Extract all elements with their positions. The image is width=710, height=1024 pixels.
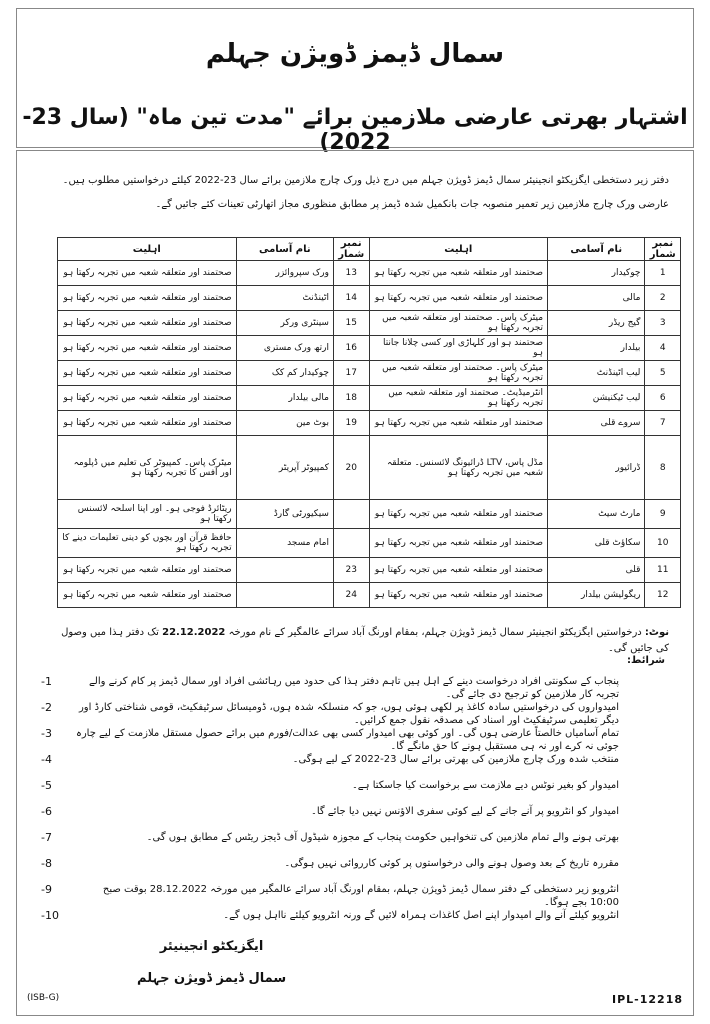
table-header-row bbox=[58, 238, 681, 261]
condition-text: تمام آسامیاں خالصتاً عارضی ہوں گی۔ اور کوئی بھی امیدوار کسی بھی عدالت/فورم میں برائے حصول مستقل ملازمت کے لیے چارہ جوئی نہ کرے اور نہ ہی مستقبل ہونے کا حق مانگے گا۔ bbox=[75, 728, 619, 752]
signature-office: سمال ڈیمز ڈویژن جہلم bbox=[137, 971, 287, 986]
row-number: 2 bbox=[645, 286, 681, 311]
row-post-2 bbox=[236, 558, 333, 583]
row-number: 4 bbox=[645, 336, 681, 361]
header-number-2: نمبر شمار bbox=[333, 238, 369, 261]
table-row bbox=[58, 411, 681, 436]
row-number: 10 bbox=[645, 529, 681, 558]
header-post: نام آسامی bbox=[548, 238, 645, 261]
note-text-end: تک دفتر ہذا میں وصول کی جائیں گی۔ bbox=[61, 627, 669, 654]
table-row bbox=[58, 261, 681, 286]
condition-item bbox=[41, 909, 669, 935]
advertisement-body bbox=[16, 150, 694, 1016]
signature-title: ایگزیکٹو انجینیئر bbox=[159, 939, 264, 954]
row-number-2: 17 bbox=[333, 361, 369, 386]
condition-text: منتخب شدہ ورک چارج ملازمین کی بھرتی برائے سال 23-2022 کے لیے ہوگی۔ bbox=[292, 754, 619, 765]
row-number: 8 bbox=[645, 436, 681, 500]
row-post: مالی bbox=[548, 286, 645, 311]
condition-text: پنجاب کے سکونتی افراد درخواست دینے کے اہل ہیں تاہم دفتر ہذا کی حدود میں رہائشی افراد اور سمال ڈیمز پر کام کرنے والے تجربہ کار ملازمین کو ترجیح دی جائے گی۔ bbox=[88, 676, 619, 700]
table-row bbox=[58, 500, 681, 529]
row-post-2 bbox=[236, 583, 333, 608]
row-qualification-2: صحتمند اور متعلقہ شعبہ میں تجربہ رکھتا ہو bbox=[58, 583, 237, 608]
intro-paragraph: دفتر زیر دستخطی ایگزیکٹو انجینیئر سمال ڈیمز ڈویژن جہلم میں درج ذیل ورک چارج ملازمین برائے سال 23-2022 کیلئے درخواستیں مطلوب ہیں۔ عارضی ورک چارج ملازمین زیر تعمیر منصوبہ جات بانکمیل شدہ ڈیمز پر مطابق منظوری مجاز اتھارٹی تعینات کئے جائیں گے۔ bbox=[62, 175, 669, 210]
row-post-2: چوکیدار کم کک bbox=[236, 361, 333, 386]
conditions-list bbox=[41, 675, 669, 935]
row-post: سکاؤٹ قلی bbox=[548, 529, 645, 558]
row-qualification-2: میٹرک پاس۔ کمپیوٹر کی تعلیم میں ڈپلومہ اور آفس کا تجربہ رکھتا ہو bbox=[58, 436, 237, 500]
jobs-table bbox=[57, 237, 681, 608]
row-number-2: 20 bbox=[333, 436, 369, 500]
page-subtitle: اشتہار بھرتی عارضی ملازمین برائے "مدت تین ماہ" (سال 23-2022) bbox=[22, 105, 688, 155]
condition-number: -2 bbox=[41, 701, 52, 714]
row-number: 12 bbox=[645, 583, 681, 608]
row-post-2: مالی بیلدار bbox=[236, 386, 333, 411]
row-post: مارٹ سیٹ bbox=[548, 500, 645, 529]
condition-item bbox=[41, 675, 669, 701]
row-post: گیج ریڈر bbox=[548, 311, 645, 336]
signature-block bbox=[137, 931, 286, 995]
condition-number: -8 bbox=[41, 857, 52, 870]
note-line bbox=[57, 625, 669, 657]
row-post-2: کمپیوٹر آپریٹر bbox=[236, 436, 333, 500]
row-qualification: مڈل پاس، LTV ڈرائیونگ لائسنس۔ متعلقہ شعبہ میں تجربہ رکھتا ہو bbox=[369, 436, 548, 500]
row-post-2: اٹینڈنٹ bbox=[236, 286, 333, 311]
condition-number: -7 bbox=[41, 831, 52, 844]
condition-number: -3 bbox=[41, 727, 52, 740]
condition-number: -5 bbox=[41, 779, 52, 792]
condition-number: -6 bbox=[41, 805, 52, 818]
condition-text: امیدواروں کی درخواستیں سادہ کاغذ پر لکھی ہوئی ہوں، جو کہ منسلکہ شدہ ہوں، ڈومیسائل سرٹیفکیٹ، قومی شناختی کارڈ اور دیگر تعلیمی سرٹیفکیٹ اور اسناد کی مصدقہ نقول جمع کرائیں۔ bbox=[78, 702, 619, 726]
row-qualification-2: صحتمند اور متعلقہ شعبہ میں تجربہ رکھتا ہو bbox=[58, 261, 237, 286]
header-number: نمبر شمار bbox=[645, 238, 681, 261]
row-number-2: 16 bbox=[333, 336, 369, 361]
condition-item bbox=[41, 883, 669, 909]
row-post: لیب اٹینڈنٹ bbox=[548, 361, 645, 386]
row-post-2: بوٹ مین bbox=[236, 411, 333, 436]
note-date: 22.12.2022 bbox=[162, 627, 226, 638]
row-number-2 bbox=[333, 529, 369, 558]
row-number: 11 bbox=[645, 558, 681, 583]
row-qualification-2: صحتمند اور متعلقہ شعبہ میں تجربہ رکھتا ہو bbox=[58, 361, 237, 386]
row-number-2: 14 bbox=[333, 286, 369, 311]
condition-number: -10 bbox=[41, 909, 59, 922]
table-row bbox=[58, 529, 681, 558]
table-row bbox=[58, 361, 681, 386]
footer-code-left: (ISB-G) bbox=[27, 993, 60, 1003]
row-number: 7 bbox=[645, 411, 681, 436]
row-post-2: سیکیورٹی گارڈ bbox=[236, 500, 333, 529]
row-post: ڈرائیور bbox=[548, 436, 645, 500]
condition-item bbox=[41, 831, 669, 857]
row-number: 5 bbox=[645, 361, 681, 386]
note-text: درخواستیں ایگزیکٹو انجینیئر سمال ڈیمز ڈویژن جہلم، بمقام اورنگ آباد سرائے عالمگیر کے نام مورخہ bbox=[228, 627, 642, 638]
header-qualification: اہلیت bbox=[369, 238, 548, 261]
row-qualification-2: صحتمند اور متعلقہ شعبہ میں تجربہ رکھتا ہو bbox=[58, 386, 237, 411]
row-qualification: صحتمند اور متعلقہ شعبہ میں تجربہ رکھتا ہو bbox=[369, 500, 548, 529]
row-post: لیب ٹیکنیشن bbox=[548, 386, 645, 411]
condition-number: -4 bbox=[41, 753, 52, 766]
condition-item bbox=[41, 779, 669, 805]
row-qualification-2: ریٹائرڈ فوجی ہو۔ اور اپنا اسلحہ لائسنس رکھتا ہو bbox=[58, 500, 237, 529]
row-number-2: 15 bbox=[333, 311, 369, 336]
condition-text: مقررہ تاریخ کے بعد وصول ہونے والی درخواستوں پر کوئی کارروائی نہیں ہوگی۔ bbox=[284, 858, 619, 869]
row-qualification: صحتمند اور متعلقہ شعبہ میں تجربہ رکھتا ہو bbox=[369, 583, 548, 608]
table-row bbox=[58, 558, 681, 583]
row-qualification: صحتمند اور متعلقہ شعبہ میں تجربہ رکھتا ہو bbox=[369, 286, 548, 311]
header-box bbox=[16, 8, 694, 155]
table-row bbox=[58, 286, 681, 311]
table-row bbox=[58, 386, 681, 411]
condition-text: بھرتی ہونے والے تمام ملازمین کی تنخواہیں حکومت پنجاب کے مجوزہ شیڈول آف ڈیجز ریٹس کے مطابق ہوں گی۔ bbox=[146, 832, 619, 843]
conditions-label: شرائط: bbox=[627, 655, 665, 666]
row-post: ریگولیشن بیلدار bbox=[548, 583, 645, 608]
condition-item bbox=[41, 857, 669, 883]
row-post: قلی bbox=[548, 558, 645, 583]
row-qualification: صحتمند اور متعلقہ شعبہ میں تجربہ رکھتا ہو bbox=[369, 261, 548, 286]
row-post-2: ارتھ ورک مستری bbox=[236, 336, 333, 361]
row-number: 6 bbox=[645, 386, 681, 411]
header-post-2: نام آسامی bbox=[236, 238, 333, 261]
page-title: سمال ڈیمز ڈویژن جہلم bbox=[205, 39, 505, 69]
row-post: بیلدار bbox=[548, 336, 645, 361]
row-number-2: 13 bbox=[333, 261, 369, 286]
condition-text: انٹرویو کیلئے آنے والے امیدوار اپنے اصل کاغذات ہمراہ لائیں گے ورنہ انٹرویو کیلئے نااہل ہوں گے۔ bbox=[223, 910, 619, 921]
row-qualification-2: صحتمند اور متعلقہ شعبہ میں تجربہ رکھتا ہو bbox=[58, 286, 237, 311]
condition-text: امیدوار کو بغیر نوٹس دیے ملازمت سے برخواست کیا جاسکتا ہے۔ bbox=[351, 780, 619, 791]
row-qualification: انٹرمیڈیٹ۔ صحتمند اور متعلقہ شعبہ میں تجربہ رکھتا ہو bbox=[369, 386, 548, 411]
row-number-2: 24 bbox=[333, 583, 369, 608]
row-number: 9 bbox=[645, 500, 681, 529]
row-post-2: امام مسجد bbox=[236, 529, 333, 558]
row-post-2: سینٹری ورکر bbox=[236, 311, 333, 336]
row-qualification: میٹرک پاس۔ صحتمند اور متعلقہ شعبہ میں تجربہ رکھتا ہو bbox=[369, 311, 548, 336]
row-number-2: 19 bbox=[333, 411, 369, 436]
header-qualification-2: اہلیت bbox=[58, 238, 237, 261]
row-post-2: ورک سپروائزر bbox=[236, 261, 333, 286]
row-qualification: میٹرک پاس۔ صحتمند اور متعلقہ شعبہ میں تجربہ رکھتا ہو bbox=[369, 361, 548, 386]
row-number-2 bbox=[333, 500, 369, 529]
condition-text: انٹرویو زیر دستخطی کے دفتر سمال ڈیمز ڈویژن جہلم، بمقام اورنگ آباد سرائے عالمگیر میں مورخہ 28.12.2022 بوقت صبح 10:00 بجے ہوگا۔ bbox=[102, 884, 619, 908]
row-qualification-2: صحتمند اور متعلقہ شعبہ میں تجربہ رکھتا ہو bbox=[58, 411, 237, 436]
table-row bbox=[58, 436, 681, 500]
row-qualification: صحتمند اور متعلقہ شعبہ میں تجربہ رکھتا ہو bbox=[369, 558, 548, 583]
row-number-2: 23 bbox=[333, 558, 369, 583]
row-qualification-2: صحتمند اور متعلقہ شعبہ میں تجربہ رکھتا ہو bbox=[58, 336, 237, 361]
condition-number: -9 bbox=[41, 883, 52, 896]
table-row bbox=[58, 336, 681, 361]
condition-text: امیدوار کو انٹرویو پر آنے جانے کے لیے کوئی سفری الاؤنس نہیں دیا جائے گا۔ bbox=[310, 806, 619, 817]
condition-item bbox=[41, 701, 669, 727]
row-qualification: صحتمند ہو اور کلہاڑی اور کسی چلانا جانتا ہو bbox=[369, 336, 548, 361]
condition-item bbox=[41, 753, 669, 779]
row-number: 3 bbox=[645, 311, 681, 336]
note-label: نوٹ: bbox=[644, 627, 669, 638]
row-post: سروے قلی bbox=[548, 411, 645, 436]
row-qualification: صحتمند اور متعلقہ شعبہ میں تجربہ رکھتا ہو bbox=[369, 529, 548, 558]
row-qualification-2: صحتمند اور متعلقہ شعبہ میں تجربہ رکھتا ہو bbox=[58, 558, 237, 583]
table-row bbox=[58, 583, 681, 608]
row-post: چوکیدار bbox=[548, 261, 645, 286]
condition-item bbox=[41, 727, 669, 753]
table-row bbox=[58, 311, 681, 336]
row-qualification-2: صحتمند اور متعلقہ شعبہ میں تجربہ رکھتا ہو bbox=[58, 311, 237, 336]
row-qualification-2: حافظ قرآن اور بچوں کو دینی تعلیمات دینے کا تجربہ رکھتا ہو bbox=[58, 529, 237, 558]
condition-number: -1 bbox=[41, 675, 52, 688]
row-qualification: صحتمند اور متعلقہ شعبہ میں تجربہ رکھتا ہو bbox=[369, 411, 548, 436]
footer-code-right: IPL-12218 bbox=[612, 993, 683, 1006]
condition-item bbox=[41, 805, 669, 831]
row-number-2: 18 bbox=[333, 386, 369, 411]
row-number: 1 bbox=[645, 261, 681, 286]
